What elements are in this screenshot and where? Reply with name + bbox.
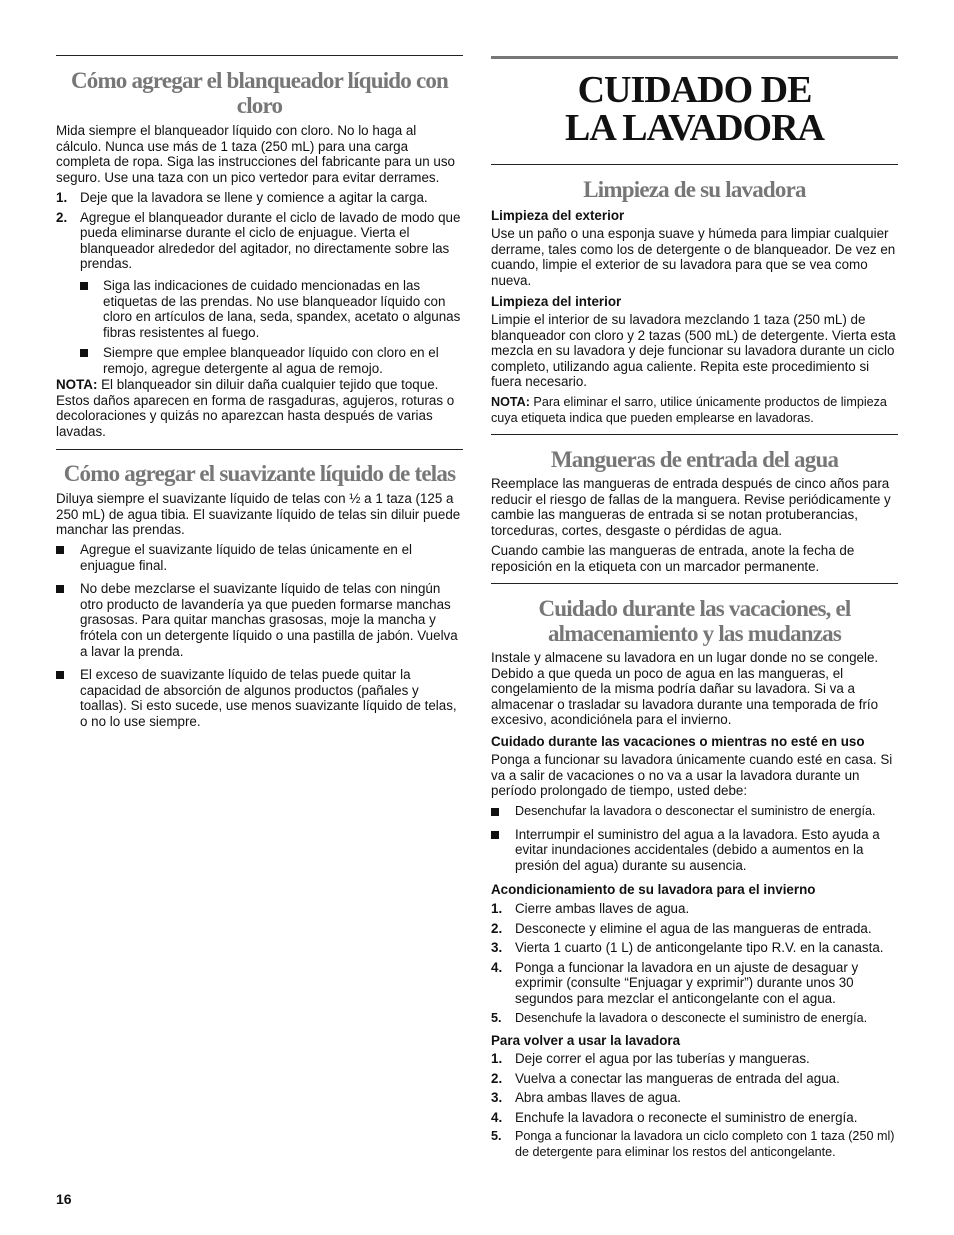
list-item: 1. Deje que la lavadora se llene y comience a agitar la carga.	[56, 190, 428, 205]
bleach-bullets	[56, 278, 463, 377]
page-title: CUIDADO DE LA LAVADORA	[565, 69, 824, 149]
softener-bullets	[56, 542, 463, 730]
list-item: 2. Desconecte y elimine el agua de las mangueras de entrada.	[491, 920, 872, 936]
section-title-vacation: Cuidado durante las vacaciones, el almacenamiento y las mudanzas	[538, 596, 851, 646]
list-item: 1. Cierre ambas llaves de agua.	[491, 901, 690, 916]
bullet-icon	[80, 282, 88, 290]
list-item: Interrumpir el suministro del agua a la lavadora. Esto ayuda a evitar inundaciones accidentales (debido a aumentos en la presión del agua) durante su ausencia.	[491, 827, 898, 874]
title-rule	[491, 56, 898, 59]
winter-heading: Acondicionamiento de su lavadora para el invierno	[491, 882, 816, 897]
cleaning-note: NOTA: Para eliminar el sarro, utilice únicamente productos de limpieza cuya etiqueta indica que pueden emplearse en lavadoras.	[491, 395, 887, 425]
section-title-bleach: Cómo agregar el blanqueador líquido con cloro	[70, 68, 449, 118]
vacation-heading: Cuidado durante las vacaciones o mientras no esté en uso	[491, 734, 865, 749]
interior-heading: Limpieza del interior	[491, 294, 622, 309]
reuse-heading: Para volver a usar la lavadora	[491, 1033, 681, 1048]
page-number: 16	[56, 1191, 72, 1207]
exterior-heading: Limpieza del exterior	[491, 208, 625, 223]
list-item: Agregue el suavizante líquido de telas únicamente en el enjuague final.	[56, 542, 463, 573]
list-item: El exceso de suavizante líquido de telas puede quitar la capacidad de absorción de algunos productos (pañales y toallas). Si esto sucede, use menos suavizante líquido de telas, o no lo use siempre.	[56, 667, 463, 729]
winter-steps	[491, 901, 898, 1026]
bullet-icon	[56, 546, 64, 554]
list-item: 5. Ponga a funcionar la lavadora un ciclo completo con 1 taza (250 ml) de detergente para eliminar los restos del anticongelante.	[491, 1129, 895, 1159]
list-item: 2. Vuelva a conectar las mangueras de entrada del agua.	[491, 1070, 840, 1086]
list-item: 4. Enchufe la lavadora o reconecte el suministro de energía.	[491, 1109, 858, 1125]
vacation-bullets	[491, 804, 898, 873]
hoses-p1: Reemplace las mangueras de entrada después de cinco años para reducir el riesgo de fallas de la manguera. Revise periódicamente y cambie las mangueras de entrada si se notan protuberancias, torceduras, cortes, desgaste o pérdidas de agua.	[491, 476, 891, 538]
list-item: 3. Vierta 1 cuarto (1 L) de anticongelante tipo R.V. en la canasta.	[491, 940, 884, 956]
section-title-hoses: Mangueras de entrada del agua	[550, 447, 839, 472]
bullet-icon	[491, 831, 499, 839]
exterior-text: Use un paño o una esponja suave y húmeda para limpiar cualquier derrame, tales como los de detergente o de blanqueador. De vez en cuando, limpie el exterior de su lavadora para que se vea como nueva.	[491, 226, 896, 288]
bullet-icon	[491, 808, 499, 816]
bullet-icon	[56, 671, 64, 679]
list-item: 5. Desenchufe la lavadora o desconecte el suministro de energía.	[491, 1010, 868, 1025]
list-item: Desenchufar la lavadora o desconectar el suministro de energía.	[491, 804, 898, 820]
section-divider	[491, 164, 898, 165]
section-divider	[56, 449, 463, 450]
list-item: 3. Abra ambas llaves de agua.	[491, 1090, 681, 1106]
list-item: No debe mezclarse el suavizante líquido de telas con ningún otro producto de lavandería ya que pueden formarse manchas grasosas. Para quitar manchas grasosas, moje la mancha y frótela con un detergente líquido o una pastilla de jabón. Vuelva a lavar la prenda.	[56, 581, 463, 659]
section-divider	[56, 55, 463, 56]
section-title-softener: Cómo agregar el suavizante líquido de telas	[63, 461, 456, 486]
section-divider	[491, 434, 898, 435]
list-item: Siga las indicaciones de cuidado mencionadas en las etiquetas de las prendas. No use blanqueador líquido con cloro en artículos de lana, seda, spandex, acetato o algunas fibras resistentes al fuego.	[56, 278, 463, 340]
bleach-note: NOTA: El blanqueador sin diluir daña cualquier tejido que toque. Estos daños aparecen en forma de rasgaduras, agujeros, roturas o decoloraciones y quizás no aparezcan hasta después de varias lavadas.	[56, 377, 455, 439]
vacation-intro: Instale y almacene su lavadora en un lugar donde no se congele. Debido a que queda un poco de agua en las mangueras, el congelamiento de la misma podría dañar su lavadora. Si va a almacenar o trasladar su lavadora durante una temporada de frío excesivo, acondiciónela para el invierno.	[491, 650, 879, 728]
softener-intro: Diluya siempre el suavizante líquido de telas con ½ a 1 taza (125 a 250 mL) de agua tibia. El suavizante líquido de telas sin diluir puede manchar las prendas.	[56, 491, 461, 538]
vacation-text: Ponga a funcionar su lavadora únicamente cuando esté en casa. Si va a salir de vacaciones o no va a usar la lavadora durante un período prolongado de tiempo, usted debe:	[491, 752, 893, 799]
bullet-icon	[80, 349, 88, 357]
bleach-intro: Mida siempre el blanqueador líquido con cloro. No lo haga al cálculo. Nunca use más de 1 taza (250 mL) para una carga completa de ropa. Siga las instrucciones del fabricante para un uso seguro. Use una taza con un pico vertedor para evitar derrames.	[56, 123, 455, 185]
hoses-p2: Cuando cambie las mangueras de entrada, anote la fecha de reposición en la etiqueta con un marcador permanente.	[491, 543, 855, 574]
section-title-cleaning: Limpieza de su lavadora	[583, 177, 806, 202]
list-item: 1. Deje correr el agua por las tuberías y mangueras.	[491, 1051, 810, 1066]
list-item: 2. Agregue el blanqueador durante el ciclo de lavado de modo que pueda eliminarse durante el ciclo de enjuague. Vierta el blanqueador alrededor del agitador, no directamente sobre las prendas.	[56, 209, 461, 272]
interior-text: Limpie el interior de su lavadora mezclando 1 taza (250 mL) de blanqueador con cloro y 2 tazas (500 mL) de detergente. Vierta esta mezcla en su lavadora y deje funcionar su lavadora durante un ciclo completo, utilizando agua caliente. Repita este procedimiento si fuera necesario.	[491, 312, 896, 390]
list-item: Siempre que emplee blanqueador líquido con cloro en el remojo, agregue detergente al agua de remojo.	[56, 345, 463, 376]
reuse-steps	[491, 1051, 898, 1161]
list-item: 4. Ponga a funcionar la lavadora en un ajuste de desaguar y exprimir (consulte “Enjuagar y exprimir”) durante unos 30 segundos para mezclar el anticongelante con el agua.	[491, 959, 859, 1006]
bleach-steps	[56, 190, 463, 272]
bullet-icon	[56, 585, 64, 593]
section-divider	[491, 583, 898, 584]
